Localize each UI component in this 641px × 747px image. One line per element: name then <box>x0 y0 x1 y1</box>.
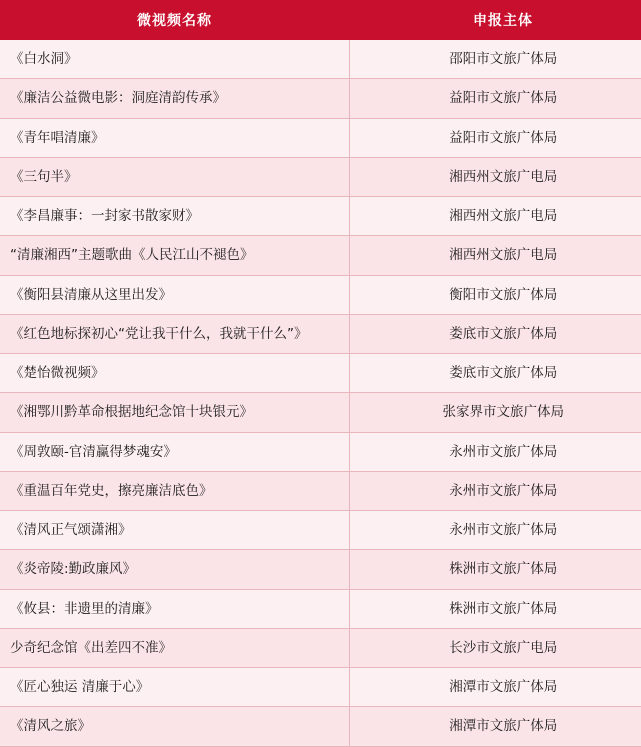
table-row <box>0 314 641 353</box>
cell-video-name: 少奇纪念馆《出差四不准》 <box>0 628 349 667</box>
cell-video-name: 《衡阳县清廉从这里出发》 <box>0 275 349 314</box>
cell-video-name: 《青年唱清廉》 <box>0 118 349 157</box>
cell-video-name: 《湘鄂川黔革命根据地纪念馆十块银元》 <box>0 393 349 432</box>
cell-video-name: 《楚怡微视频》 <box>0 354 349 393</box>
cell-video-name: 《攸县：非遗里的清廉》 <box>0 589 349 628</box>
column-header-entity: 申报主体 <box>349 0 641 40</box>
cell-video-name: 《廉洁公益微电影：洞庭清韵传承》 <box>0 79 349 118</box>
cell-video-name: 《清风之旅》 <box>0 707 349 746</box>
table-row <box>0 471 641 510</box>
cell-declaring-entity: 湘西州文旅广电局 <box>349 236 641 275</box>
table-row <box>0 393 641 432</box>
cell-declaring-entity: 永州市文旅广体局 <box>349 471 641 510</box>
cell-video-name: 《清风正气颂潇湘》 <box>0 511 349 550</box>
cell-declaring-entity: 张家界市文旅广体局 <box>349 393 641 432</box>
cell-video-name: “清廉湘西”主题歌曲《人民江山不褪色》 <box>0 236 349 275</box>
table-row <box>0 628 641 667</box>
table-header <box>0 0 641 40</box>
cell-video-name: 《重温百年党史，擦亮廉洁底色》 <box>0 471 349 510</box>
cell-video-name: 《李昌廉事：一封家书散家财》 <box>0 197 349 236</box>
cell-video-name: 《白水洞》 <box>0 40 349 79</box>
cell-declaring-entity: 衡阳市文旅广体局 <box>349 275 641 314</box>
table-header-row <box>0 0 641 40</box>
table-row <box>0 79 641 118</box>
cell-video-name: 《周敦颐-官清赢得梦魂安》 <box>0 432 349 471</box>
cell-declaring-entity: 株洲市文旅广体局 <box>349 550 641 589</box>
cell-declaring-entity: 益阳市文旅广体局 <box>349 118 641 157</box>
cell-declaring-entity: 邵阳市文旅广体局 <box>349 40 641 79</box>
cell-video-name: 《三句半》 <box>0 157 349 196</box>
cell-declaring-entity: 益阳市文旅广体局 <box>349 79 641 118</box>
table-row <box>0 157 641 196</box>
cell-declaring-entity: 株洲市文旅广体局 <box>349 589 641 628</box>
cell-video-name: 《匠心独运 清廉于心》 <box>0 668 349 707</box>
cell-declaring-entity: 娄底市文旅广体局 <box>349 354 641 393</box>
table-row <box>0 550 641 589</box>
cell-declaring-entity: 永州市文旅广体局 <box>349 432 641 471</box>
cell-video-name: 《红色地标探初心“党让我干什么，我就干什么”》 <box>0 314 349 353</box>
table-row <box>0 354 641 393</box>
cell-declaring-entity: 娄底市文旅广体局 <box>349 314 641 353</box>
column-header-name: 微视频名称 <box>0 0 349 40</box>
table-row <box>0 197 641 236</box>
table-row <box>0 40 641 79</box>
cell-declaring-entity: 长沙市文旅广电局 <box>349 628 641 667</box>
table-row <box>0 707 641 746</box>
table-row <box>0 432 641 471</box>
table-body <box>0 40 641 746</box>
table-row <box>0 589 641 628</box>
cell-declaring-entity: 湘潭市文旅广体局 <box>349 707 641 746</box>
table-row <box>0 511 641 550</box>
table-row <box>0 236 641 275</box>
table-row <box>0 275 641 314</box>
cell-video-name: 《炎帝陵:勤政廉风》 <box>0 550 349 589</box>
cell-declaring-entity: 永州市文旅广体局 <box>349 511 641 550</box>
cell-declaring-entity: 湘西州文旅广电局 <box>349 197 641 236</box>
cell-declaring-entity: 湘潭市文旅广体局 <box>349 668 641 707</box>
table-row <box>0 118 641 157</box>
cell-declaring-entity: 湘西州文旅广电局 <box>349 157 641 196</box>
table-row <box>0 668 641 707</box>
